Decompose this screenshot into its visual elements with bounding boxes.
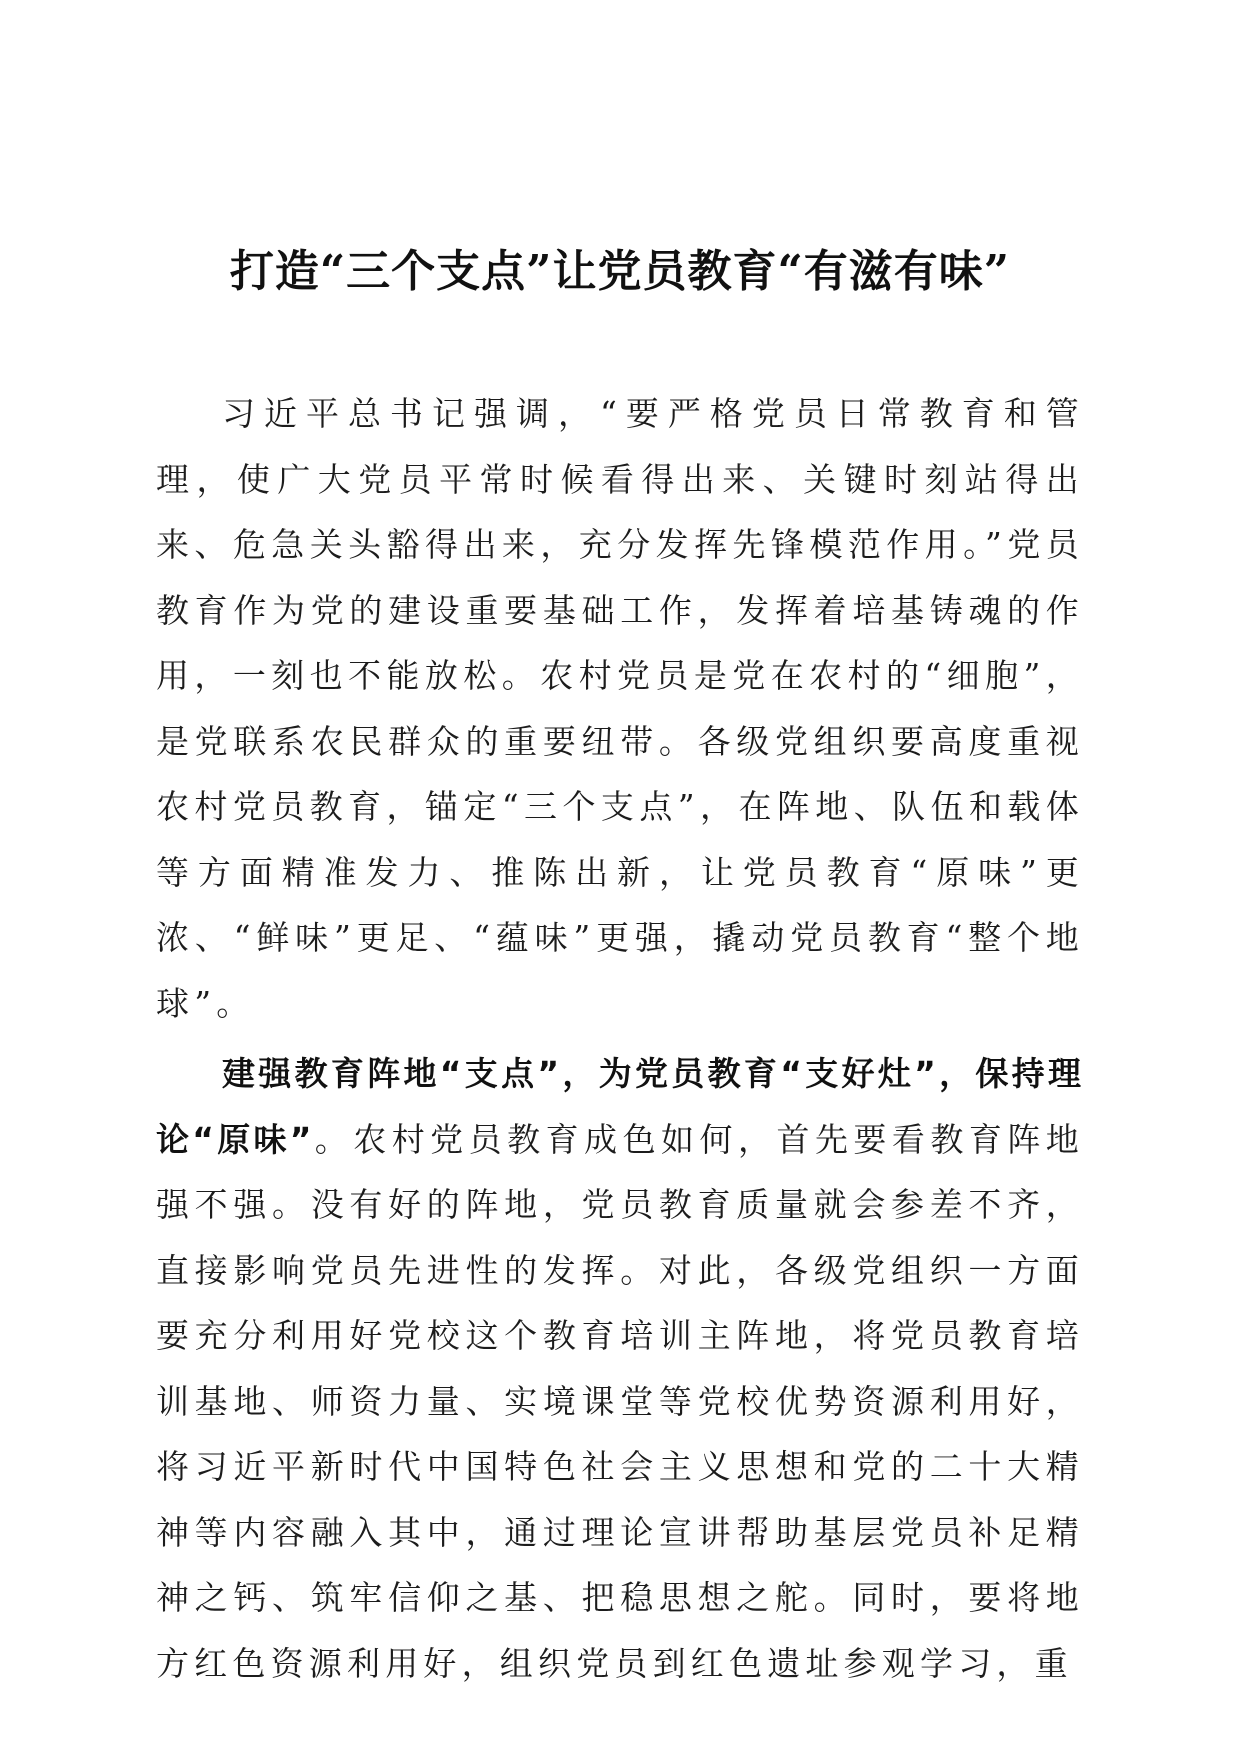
document-title: 打造“三个支点”让党员教育“有滋有味” bbox=[229, 246, 1011, 297]
paragraph-intro-text: 习近平总书记强调，“要严格党员日常教育和管理，使广大党员平常时候看得出来、关键时刻站得出来、危急关头豁得出来，充分发挥先锋模范作用。”党员教育作为党的建设重要基础工作，发挥着培基铸魂的作用，一刻也不能放松。农村党员是党在农村的“细胞”，是党联系农民群众的重要纽带。各级党组织要高度重视农村党员教育，锚定“三个支点”，在阵地、队伍和载体等方面精准发力、推陈出新，让党员教育“原味”更浓、“鲜味”更足、“蕴味”更强，撬动党员教育“整个地球”。 bbox=[156, 394, 1084, 1023]
document-body bbox=[156, 381, 1084, 1696]
paragraph-intro bbox=[156, 381, 1084, 1036]
paragraph-section-1 bbox=[156, 1041, 1084, 1696]
section-1-heading: 建强教育阵地“支点”，为党员教育“支好灶”，保持理论“原味” bbox=[156, 1054, 1084, 1159]
section-1-text: 。农村党员教育成色如何，首先要看教育阵地强不强。没有好的阵地，党员教育质量就会参差不齐，直接影响党员先进性的发挥。对此，各级党组织一方面要充分利用好党校这个教育培训主阵地，将党员教育培训基地、师资力量、实境课堂等党校优势资源利用好，将习近平新时代中国特色社会主义思想和党的二十大精神等内容融入其中，通过理论宣讲帮助基层党员补足精神之钙、筑牢信仰之基、把稳思想之舵。同时，要将地方红色资源利用好，组织党员到红色遗址参观学习，重 bbox=[156, 1119, 1084, 1683]
